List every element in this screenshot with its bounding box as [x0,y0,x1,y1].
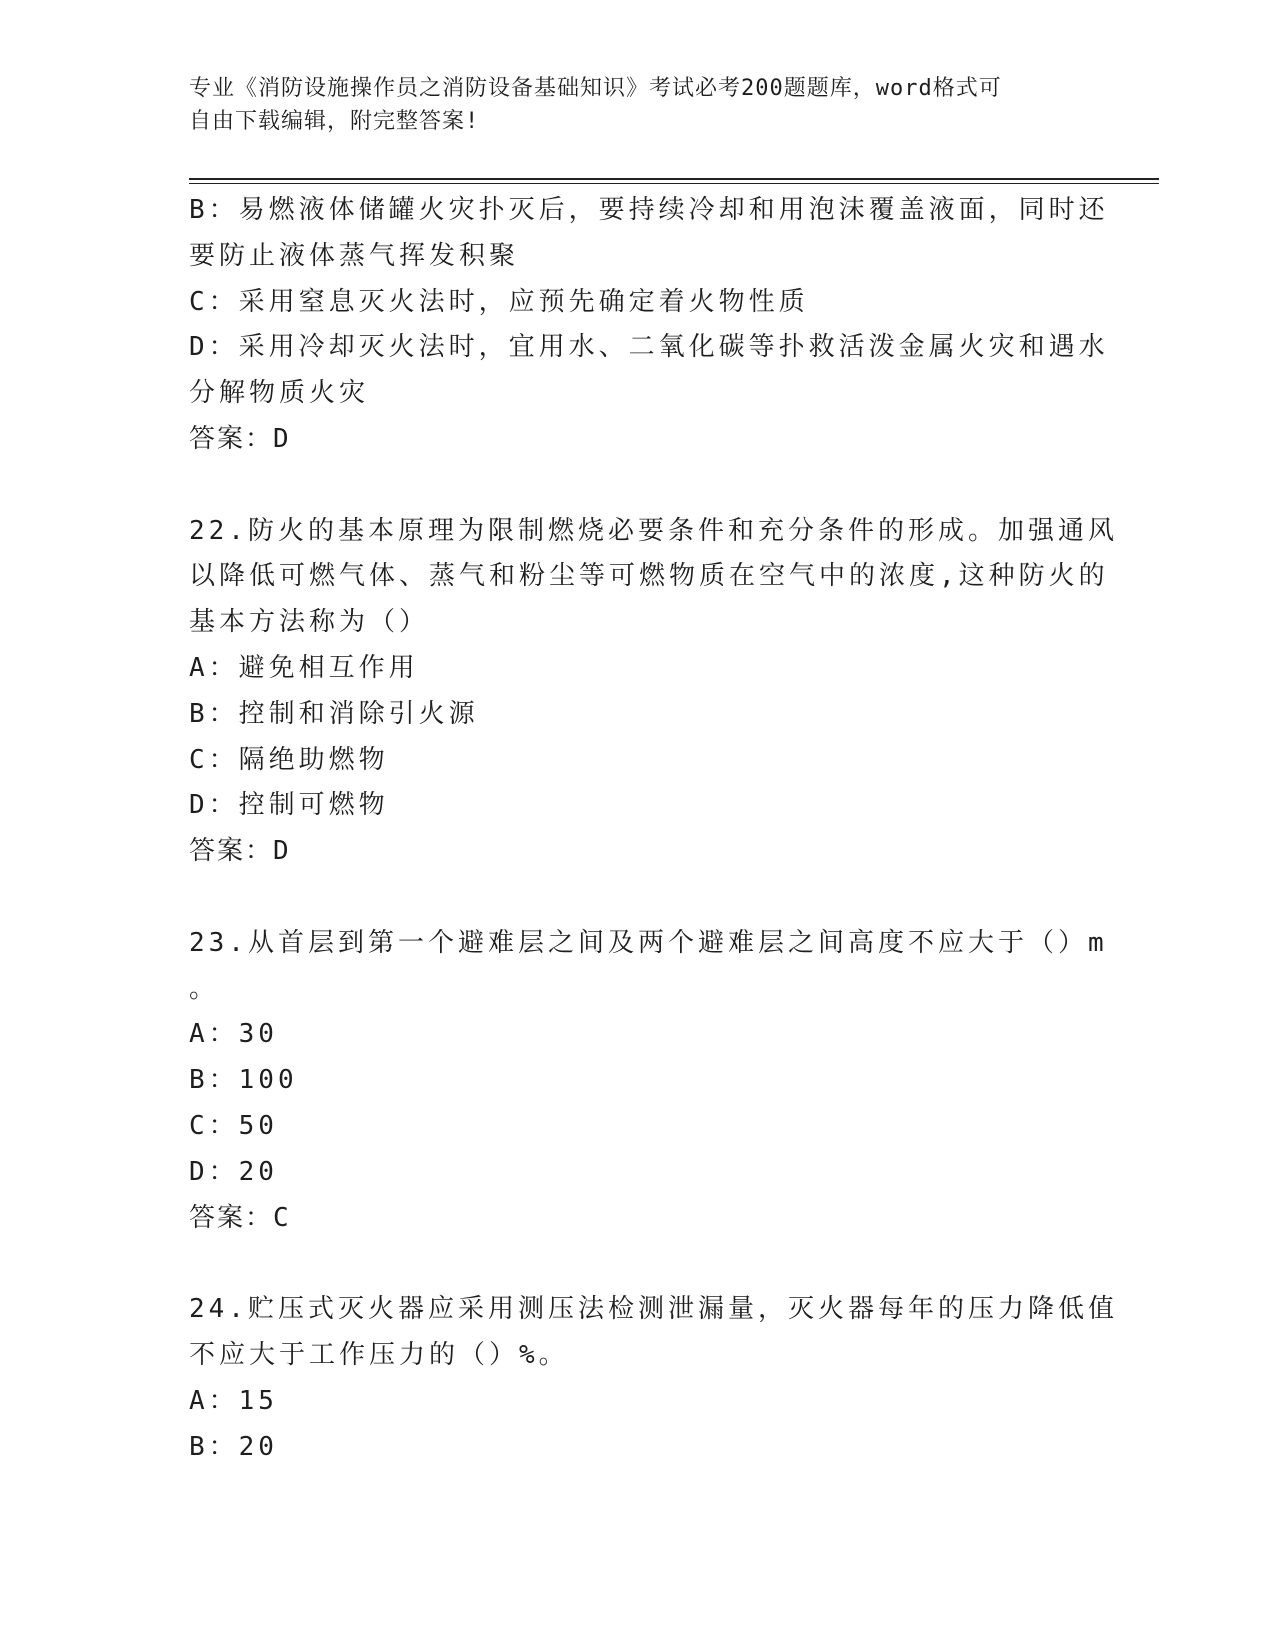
header-rule-thick [189,178,1159,180]
q21-option-b-line-2: 要防止液体蒸气挥发积聚 [189,240,520,271]
q21-answer: 答案：D [189,423,291,454]
q24-option-b: B：20 [189,1431,278,1462]
q23-option-d: D：20 [189,1156,278,1187]
q23-option-b: B：100 [189,1065,298,1096]
q22-option-a: A：避免相互作用 [189,652,419,683]
q23-option-a: A：30 [189,1019,278,1050]
q21-option-b-line-1: B：易燃液体储罐火灾扑灭后，要持续冷却和用泡沫覆盖液面，同时还 [189,195,1109,225]
q24-stem-line-1: 24.贮压式灭火器应采用测压法检测泄漏量，灭火器每年的压力降低值 [189,1294,1118,1325]
header-rule-thin [189,183,1159,184]
q23-stem-line-2: 。 [189,973,220,1004]
document-header [189,72,1069,138]
question-23 [189,921,1108,1242]
q22-option-c: C：隔绝助燃物 [189,744,389,775]
q23-stem-line-1: 23.从首层到第一个避难层之间及两个避难层之间高度不应大于（）m [189,927,1108,958]
spacer [189,1241,1079,1287]
header-line-1: 专业《消防设施操作员之消防设备基础知识》考试必考200题题库，word格式可 [189,76,1002,101]
q22-stem-line-1: 22.防火的基本原理为限制燃烧必要条件和充分条件的形成。加强通风 [189,515,1118,546]
q22-answer: 答案：D [189,836,291,867]
q21-option-d-line-2: 分解物质火灾 [189,378,370,409]
spacer [189,463,1079,509]
q22-option-b: B：控制和消除引火源 [189,698,479,729]
q23-answer: 答案：C [189,1202,291,1233]
q24-stem-line-2: 不应大于工作压力的（）%。 [189,1339,569,1370]
q24-option-a: A：15 [189,1385,278,1416]
header-line-2: 自由下载编辑，附完整答案! [189,109,480,134]
q22-option-d: D：控制可燃物 [189,790,389,821]
q23-option-c: C：50 [189,1110,278,1141]
q22-stem-line-3: 基本方法称为（） [189,607,430,638]
question-22 [189,509,1118,875]
q21-option-c: C：采用窒息灭火法时，应预先确定着火物性质 [189,286,809,317]
document-body [189,188,1118,1470]
question-21 [189,188,1109,463]
spacer [189,875,1079,921]
q21-option-d-line-1: D：采用冷却灭火法时，宜用水、二氧化碳等扑救活泼金属火灾和遇水 [189,332,1109,363]
question-24 [189,1287,1118,1470]
q22-stem-line-2: 以降低可燃气体、蒸气和粉尘等可燃物质在空气中的浓度,这种防火的 [189,561,1109,592]
